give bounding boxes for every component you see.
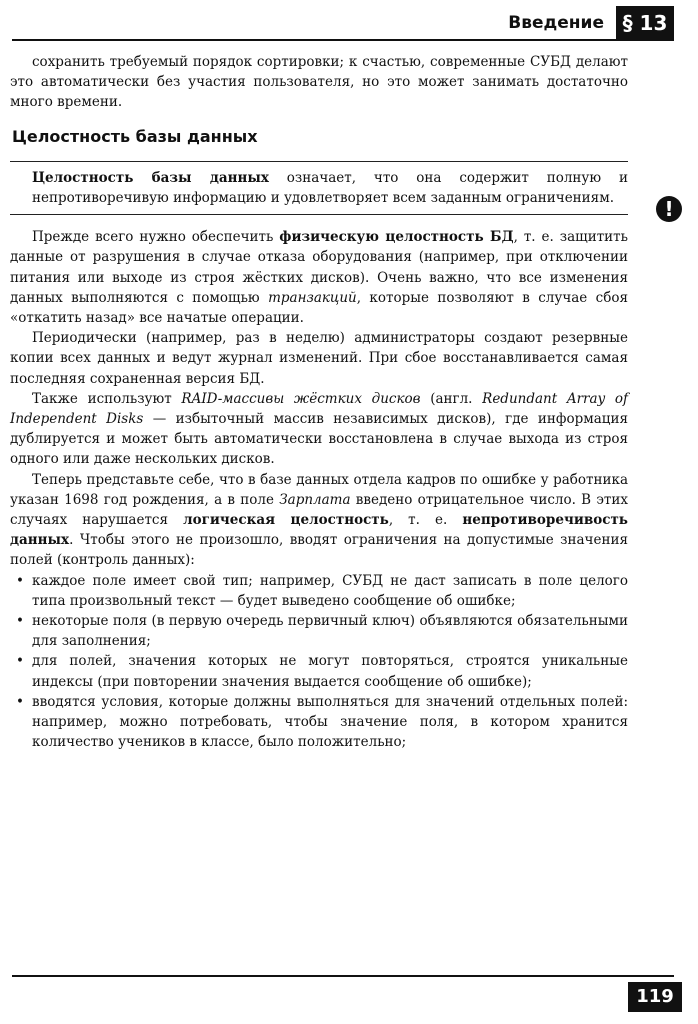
section-number-badge: § 13 [616, 6, 674, 40]
italic-term: транзакций [268, 289, 357, 306]
text-run: . Чтобы этого не произошло, вводят ограничения на допустимые значения полей (контроль данных): [10, 532, 628, 569]
italic-term: Redundant Array of Independent Disks [10, 390, 628, 428]
text-run: , которые позволяют в случае сбоя «откатить назад» все начатые операции. [10, 289, 628, 327]
paragraph-raid [10, 389, 628, 470]
list-item: • каждое поле имеет свой тип; например, СУБД не даст записать в поле целого типа произвольный текст — будет выведено сообщение об ошибке; [10, 571, 628, 611]
text-run: Теперь представьте себе, что в базе данных отдела кадров по ошибке у работника указан 1698 год рождения, а в поле [10, 471, 628, 508]
text-run: , т. е. защитить данные от разрушения в случае отказа оборудования (например, при отключении питания или выходе из строя жёстких дисков). Очень важно, что все изменения данных выполняются с помощью [10, 229, 628, 306]
page-body [10, 52, 628, 753]
definition-term: Целостность базы данных [32, 169, 269, 186]
italic-term: RAID-массивы жёстких дисков [181, 390, 421, 407]
text-run: — избыточный массив независимых дисков), где информация дублируется и может быть автоматически восстановлена в случае выхода из строя одного или даже нескольких дисков. [10, 411, 628, 468]
text-run: , т. е. [388, 512, 463, 529]
text-run: введено отрицательное число. В этих случаях нарушается [10, 491, 628, 529]
section-heading: Целостность базы данных [12, 126, 258, 146]
page-header [12, 10, 674, 41]
footer-rule [12, 975, 674, 977]
bold-term: физическую целостность БД [279, 229, 514, 246]
section-title: Введение [508, 13, 604, 33]
paragraph-backups: Периодически (например, раз в неделю) администраторы создают резервные копии всех данных и ведут журнал изменений. При сбое восстанавливается самая последняя сохраненная версия БД. [10, 330, 628, 387]
text-run: Прежде всего нужно обеспечить [32, 229, 280, 246]
constraints-list [10, 571, 628, 753]
text-run: (англ. [420, 390, 483, 407]
list-item: • для полей, значения которых не могут повторяться, строятся уникальные индексы (при повторении значения выдается сообщение об ошибке); [10, 651, 628, 691]
list-item: • некоторые поля (в первую очередь первичный ключ) объявляются обязательными для заполнения; [10, 611, 628, 651]
paragraph-physical-integrity [10, 227, 628, 328]
list-item: • вводятся условия, которые должны выполняться для значений отдельных полей: например, можно потребовать, чтобы значение поля, в котором хранится количество учеников в классе, было положительно; [10, 692, 628, 753]
exclamation-icon: ! [656, 196, 682, 222]
paragraph-logical-integrity [10, 470, 628, 571]
text-run: Также используют [32, 390, 182, 407]
bold-term: логическая целостность [183, 512, 389, 529]
bold-term: непротиворечивость данных [10, 512, 628, 549]
page-number: 119 [628, 982, 682, 1012]
definition-text: означает, что она содержит полную и непротиворечивую информацию и удовлетворяет всем заданным ограничениям. [32, 169, 628, 207]
italic-term: Зарплата [279, 491, 351, 508]
definition-box [10, 161, 628, 215]
intro-paragraph: сохранить требуемый порядок сортировки; к счастью, современные СУБД делают это автоматически без участия пользователя, но это может занимать достаточно много времени. [10, 54, 628, 111]
